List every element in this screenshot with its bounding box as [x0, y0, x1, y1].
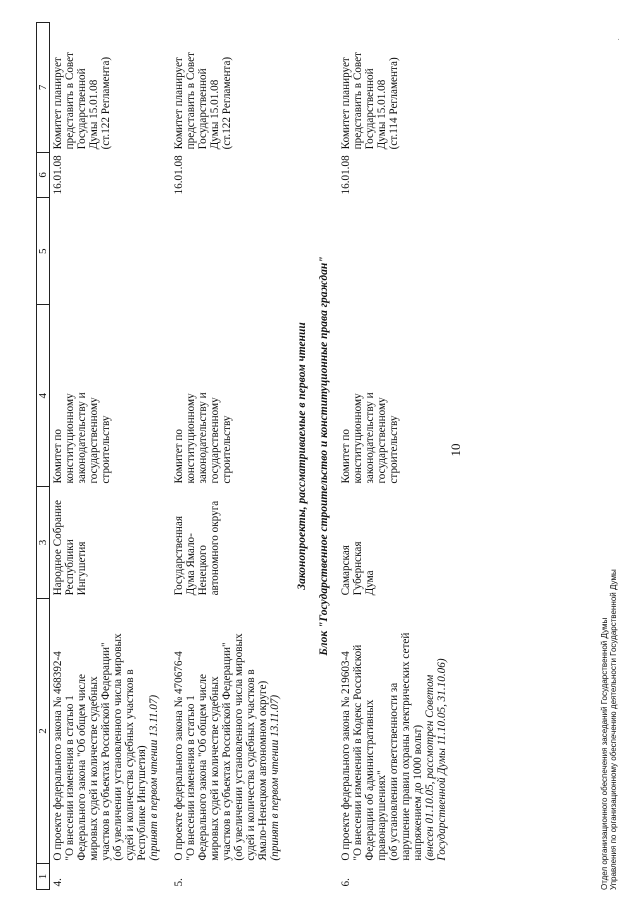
plan	[171, 23, 282, 153]
text-line: строительству	[388, 415, 400, 484]
column-header: 3	[37, 487, 50, 599]
text-line: (об увеличении установленного числа мировых	[112, 633, 124, 861]
column-header: 1	[37, 864, 50, 890]
column-header: 7	[37, 23, 50, 153]
text-line: Дума Ямало-	[185, 533, 197, 596]
text-line: конституционному	[64, 393, 76, 484]
row-spacer	[282, 23, 292, 890]
text-line: судей и количества судебных участков в	[245, 669, 257, 861]
table-row	[50, 23, 162, 890]
text-line: автономного округа	[209, 500, 221, 596]
text-line: Комитет по	[340, 429, 352, 484]
group-first-section	[50, 23, 293, 890]
text-line: (ст.122 Регламента)	[100, 56, 112, 150]
text-line: Комитет планирует	[52, 57, 64, 150]
text-line: "О внесении изменения в статью 1	[64, 695, 76, 861]
table-row	[338, 23, 449, 890]
page-number: 10	[448, 443, 463, 457]
bill-note: (принят в первом чтении 13.11.07)	[269, 694, 281, 861]
initiator	[338, 487, 449, 599]
text-line: Государственной	[76, 68, 88, 150]
bill-note: (внесен 01.10.05, рассмотрен Советом Государственной Думы 11.10.05, 31.10.06)	[424, 658, 448, 861]
text-line: Государственной	[364, 68, 376, 150]
text-line: Народное Собрание	[52, 500, 64, 596]
group-second-section	[338, 23, 459, 890]
text-line: О проекте федерального закона № 219603-4	[340, 651, 352, 861]
text-line: законодательству и	[76, 392, 88, 484]
text-line: нарушение правил охраны электрических сетей	[400, 632, 412, 861]
text-line: (об установлении ответственности за	[388, 682, 400, 861]
section-row	[292, 23, 312, 890]
block-title: Блок "Государственное строительство и конституционные права граждан"	[318, 256, 330, 656]
text-line: законодательству и	[197, 392, 209, 484]
initiator	[171, 487, 282, 599]
spacer-cell	[449, 23, 459, 890]
row-number: 4.	[52, 878, 64, 887]
bills-table	[36, 22, 459, 890]
bill-description	[171, 598, 282, 863]
text-line: "О внесении изменений в Кодекс Российской	[352, 644, 364, 861]
initiator	[50, 487, 162, 599]
plan	[338, 23, 449, 153]
text-line: участков в субъектах Российской Федерации"	[100, 642, 112, 861]
text-line: Думы 15.01.08	[209, 79, 221, 150]
text-line: государственному	[376, 397, 388, 484]
text-line: конституционному	[352, 393, 364, 484]
text-line: государственному	[88, 397, 100, 484]
table-header	[37, 23, 50, 890]
text-line: напряжением до 1000 вольт)	[412, 724, 424, 861]
text-line: "О внесении изменения в статью 1	[185, 695, 197, 861]
text-line: Ингушетия	[76, 541, 88, 596]
text-line: Федерального закона "Об общем числе	[197, 674, 209, 861]
footer-line: Управления по организационному обеспечению деятельности Государственной Думы	[609, 569, 618, 890]
bill-description	[50, 598, 162, 863]
row-number: 6.	[340, 878, 352, 887]
text-line: Федерации об административных	[364, 699, 376, 861]
text-line: конституционному	[185, 393, 197, 484]
date: 16.01.08	[173, 155, 185, 195]
text-line: Ненецкого	[197, 545, 209, 596]
section-title: Законопроекты, рассматриваемые в первом чтении	[296, 322, 308, 590]
table-row	[171, 23, 282, 890]
text-line: Федерального закона "Об общем числе	[76, 674, 88, 861]
bill-description	[338, 598, 449, 863]
bill-note: (принят в первом чтении 13.11.07)	[148, 694, 160, 861]
text-line: Дума	[364, 570, 376, 596]
text-line: Комитет планирует	[340, 57, 352, 150]
text-line: представить в Совет	[185, 52, 197, 150]
text-line: представить в Совет	[352, 52, 364, 150]
committee	[338, 305, 449, 487]
footer-line: Отдел организационного обеспечения заседаний Государственной Думы	[600, 617, 609, 890]
text-line: (ст.122 Регламента)	[221, 56, 233, 150]
column-header: 4	[37, 305, 50, 487]
date: 16.01.08	[52, 155, 64, 195]
text-line: строительству	[100, 415, 112, 484]
text-line: (ст.114 Регламента)	[388, 57, 400, 150]
row-number: 5.	[173, 878, 185, 887]
text-line: Комитет по	[173, 429, 185, 484]
text-line: участков в субъектах Российской Федерации"	[221, 642, 233, 861]
column-5-cell	[50, 197, 162, 305]
text-line: Государственной	[197, 68, 209, 150]
date: 16.01.08	[340, 155, 352, 195]
row-spacer	[161, 23, 171, 890]
column-header: 6	[37, 152, 50, 197]
column-5-cell	[338, 197, 449, 305]
text-line: представить в Совет	[64, 52, 76, 150]
text-line: правонарушениях"	[376, 770, 388, 861]
committee	[171, 305, 282, 487]
block-row	[312, 23, 338, 890]
text-line: Республики	[64, 539, 76, 596]
column-5-cell	[171, 197, 282, 305]
column-header: 2	[37, 598, 50, 863]
spacer-cell	[161, 23, 171, 890]
spacer-cell	[282, 23, 292, 890]
text-line: О проекте федерального закона № 468392-4	[52, 651, 64, 861]
text-line: Думы 15.01.08	[376, 79, 388, 150]
text-line: Государственная	[173, 515, 185, 596]
committee	[50, 305, 162, 487]
text-line: Думы 15.01.08	[88, 79, 100, 150]
plan	[50, 23, 162, 153]
text-line: Самарская Губернская	[340, 541, 364, 596]
text-line: Республике Ингушетия)	[136, 745, 148, 861]
column-header: 5	[37, 197, 50, 305]
text-line: мировых судей и количестве судебных	[88, 676, 100, 861]
text-line: государственному	[209, 397, 221, 484]
text-line: мировых судей и количестве судебных	[209, 676, 221, 861]
text-line: Комитет по	[52, 429, 64, 484]
text-line: Комитет планирует	[173, 57, 185, 150]
text-line: строительству	[221, 415, 233, 484]
row-spacer	[449, 23, 459, 890]
text-line: судей и количества судебных участков в	[124, 669, 136, 861]
scan-mark: .	[615, 38, 621, 40]
text-line: О проекте федерального закона № 470676-4	[173, 651, 185, 861]
text-line: законодательству и	[364, 392, 376, 484]
text-line: Ямало-Ненецком автономном округе)	[257, 680, 269, 861]
footer	[600, 569, 618, 890]
text-line: (об увеличении установленного числа мировых	[233, 633, 245, 861]
